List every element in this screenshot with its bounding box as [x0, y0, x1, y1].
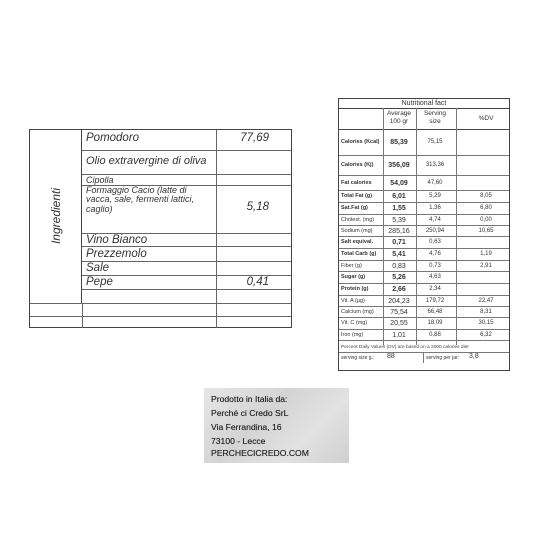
- nutrition-row: [339, 284, 509, 296]
- nutrient-label: Sat.Fat (g): [341, 205, 368, 211]
- ingredient-name: Vino Bianco: [86, 234, 148, 246]
- nutrient-dv: 6,80: [480, 205, 492, 211]
- nutrition-row: [339, 330, 509, 341]
- ingredients-section-label-cell: [30, 130, 82, 303]
- nutrient-serving: 179,72: [425, 298, 445, 304]
- nutrient-serving: 75,15: [427, 139, 443, 145]
- nutrient-average: 356,09: [388, 162, 410, 169]
- nutrition-row: [339, 261, 509, 272]
- nutrition-row: [339, 191, 509, 203]
- nutrient-average: 85,39: [390, 139, 408, 146]
- nutrient-average: 285,16: [388, 228, 410, 235]
- nutrition-title: Nutritional fact: [339, 99, 509, 109]
- nutrient-label: Vit. C (mg): [341, 320, 368, 326]
- nutrient-serving: 250,94: [425, 228, 445, 234]
- nutrient-average: 20,55: [390, 320, 408, 327]
- serving-info-row: [339, 352, 509, 363]
- nutrient-serving: 0,73: [429, 263, 441, 269]
- nutrient-average: 0,71: [392, 239, 406, 246]
- servings-per-jar-value: 3,8: [469, 353, 479, 360]
- ingredient-qty: 0,41: [246, 276, 269, 288]
- nutrient-dv: 1,19: [480, 251, 492, 257]
- serving-size-value: 88: [387, 353, 395, 360]
- nutrient-label: Cholest. (mg): [341, 217, 375, 223]
- nutrition-row: [339, 130, 509, 156]
- header-serving: Serving size: [423, 110, 447, 125]
- nutrient-dv: 8,31: [480, 309, 492, 315]
- label-line-1: Prodotto in Italia da:: [211, 394, 288, 404]
- ingredient-row: [82, 151, 291, 175]
- nutrient-average: 1,55: [392, 205, 406, 212]
- nutrient-dv: 6,32: [480, 332, 492, 338]
- nutrient-average: 1,01: [392, 332, 406, 339]
- nutrient-label: Total Fat (g): [341, 193, 373, 199]
- nutrient-average: 6,01: [392, 193, 406, 200]
- nutrient-average: 5,41: [392, 251, 406, 258]
- nutrition-row: [339, 318, 509, 330]
- nutrient-label: Iron (mg): [341, 332, 364, 338]
- nutrient-label: Calcium (mg): [341, 309, 374, 315]
- ingredient-qty: 77,69: [240, 132, 269, 144]
- nutrient-label: Protein (g): [341, 286, 369, 292]
- nutrient-label: Calories (Kcal): [341, 139, 380, 145]
- label-line-4: 73100 - Lecce: [211, 436, 266, 446]
- nutrient-average: 75,54: [390, 309, 408, 316]
- nutrition-row: [339, 296, 509, 307]
- label-line-2: Perché ci Credo SrL: [211, 408, 289, 418]
- ingredient-row: [82, 262, 291, 276]
- nutrient-label: Sugar (g): [341, 274, 366, 280]
- ingredient-row: [82, 247, 291, 262]
- ingredients-section-label: Ingredienti: [49, 187, 63, 245]
- nutrient-serving: 4,76: [429, 251, 441, 257]
- nutrient-serving: 18,09: [427, 320, 443, 326]
- nutrient-label: Salt equival.: [341, 239, 374, 245]
- ingredient-name: Formaggio Cacio (latte di vacca, sale, fermenti lattici, caglio): [86, 185, 195, 214]
- nutrition-row: [339, 226, 509, 237]
- nutrient-average: 2,66: [392, 286, 406, 293]
- nutrient-label: Fat calories: [341, 180, 372, 186]
- nutrient-dv: 8,05: [480, 193, 492, 199]
- nutrient-serving: 4,74: [429, 217, 441, 223]
- nutrition-header-row: [339, 109, 509, 130]
- nutrition-row: [339, 272, 509, 284]
- nutrient-average: 0,83: [392, 263, 406, 270]
- nutrient-dv: 2,91: [480, 263, 492, 269]
- label-line-3: Via Ferrandina, 16: [211, 422, 282, 432]
- nutrition-row: [339, 203, 509, 215]
- ingredient-name: Cipolla: [86, 175, 114, 185]
- ingredient-row: [82, 186, 291, 234]
- nutrition-body: [339, 130, 509, 341]
- nutrient-dv: 10,65: [478, 228, 494, 234]
- nutrition-row: [339, 215, 509, 226]
- nutrient-serving: 1,36: [429, 205, 441, 211]
- nutrient-serving: 5,29: [429, 193, 441, 199]
- nutrient-label: Vit. A (µg): [341, 298, 365, 304]
- nutrient-label: Sodium (mg): [341, 228, 373, 234]
- nutrient-average: 204,23: [388, 298, 410, 305]
- nutrient-dv: 30,15: [478, 320, 494, 326]
- ingredient-qty: 5,18: [246, 201, 269, 213]
- serving-size-label: serving size g.:: [341, 355, 375, 361]
- nutrient-label: Calories (Kj): [341, 162, 374, 168]
- ingredient-row: [82, 276, 291, 290]
- nutrient-serving: 313,36: [425, 162, 445, 168]
- producer-label: [204, 388, 349, 463]
- nutrient-serving: 4,63: [429, 274, 441, 280]
- nutrition-row: [339, 176, 509, 191]
- nutrient-serving: 0,63: [429, 239, 441, 245]
- ingredient-row: [82, 290, 291, 303]
- nutrient-average: 5,39: [392, 217, 406, 224]
- ingredients-table: [29, 129, 292, 328]
- empty-row: [30, 316, 291, 328]
- nutrient-average: 5,26: [392, 274, 406, 281]
- nutrition-row: [339, 156, 509, 176]
- ingredient-name: Sale: [86, 262, 110, 274]
- nutrient-serving: 0,88: [429, 332, 441, 338]
- ingredient-name: Olio extravergine di oliva: [86, 155, 207, 167]
- empty-row: [30, 303, 291, 316]
- nutrition-facts-table: [338, 98, 510, 371]
- nutrient-serving: 47,60: [427, 180, 443, 186]
- ingredient-name: Pepe: [86, 276, 113, 288]
- ingredient-row: [82, 234, 291, 247]
- nutrition-row: [339, 249, 509, 261]
- nutrient-label: Total Carb (g): [341, 251, 377, 257]
- ingredient-row: [82, 130, 291, 151]
- label-line-5: PERCHECICREDO.COM: [211, 448, 309, 458]
- ingredient-name: Prezzemolo: [86, 248, 147, 260]
- nutrient-label: Fiber (g): [341, 263, 362, 269]
- nutrient-average: 54,09: [390, 180, 408, 187]
- nutrition-row: [339, 237, 509, 249]
- header-dv: %DV: [478, 115, 494, 122]
- nutrient-dv: 0,00: [480, 217, 492, 223]
- ingredient-name: Pomodoro: [86, 132, 140, 144]
- nutrient-serving: 2,34: [429, 286, 441, 292]
- header-average: Average 100 gr: [386, 110, 412, 125]
- dv-note: Percent Daily Values (DV) are based on a 2000 calories diet: [341, 345, 469, 350]
- nutrition-row: [339, 307, 509, 318]
- servings-per-jar-label: serving per jar:: [423, 353, 459, 363]
- nutrient-dv: 22,47: [478, 298, 494, 304]
- nutrient-serving: 66,48: [427, 309, 443, 315]
